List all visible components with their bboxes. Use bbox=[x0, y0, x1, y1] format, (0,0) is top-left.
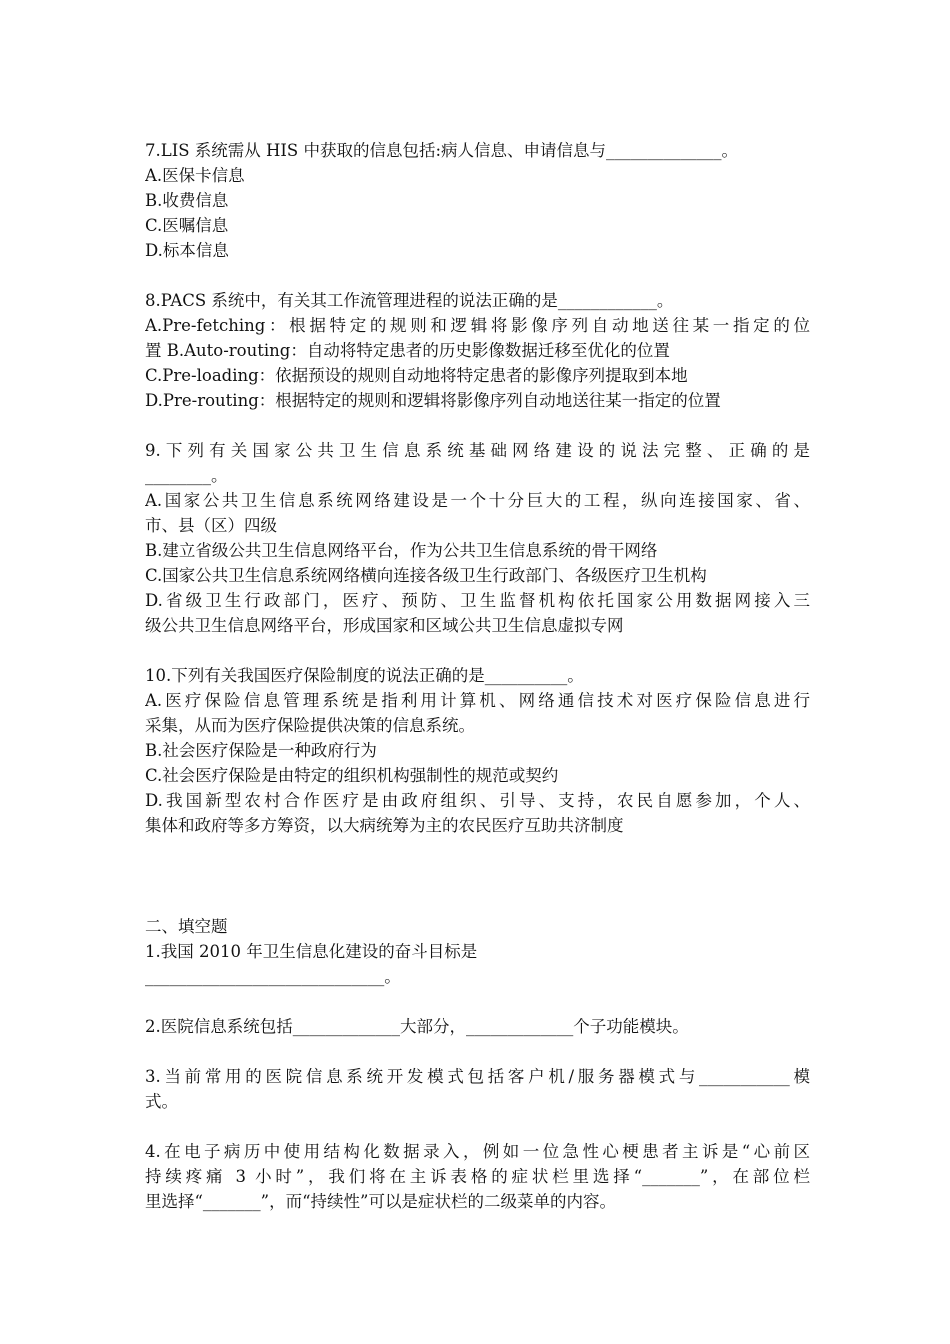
question-10-stem: 10.下列有关我国医疗保险制度的说法正确的是__________。 bbox=[145, 666, 584, 685]
section-title: 二、填空题 bbox=[145, 917, 228, 936]
document-page bbox=[145, 138, 810, 1214]
spacer bbox=[145, 989, 810, 1014]
question-8-option-a: A.Pre-fetching：根据特定的规则和逻辑将影像序列自动地送往某一指定的位 bbox=[145, 316, 810, 335]
question-9-option-d-cont: 级公共卫生信息网络平台，形成国家和区域公共卫生信息虚拟专网 bbox=[145, 616, 624, 635]
spacer bbox=[145, 1114, 810, 1139]
question-9 bbox=[145, 438, 810, 638]
question-10-option-a-cont: 采集，从而为医疗保险提供决策的信息系统。 bbox=[145, 716, 475, 735]
question-10-option-c: C.社会医疗保险是由特定的组织机构强制性的规范或契约 bbox=[145, 766, 559, 785]
question-10 bbox=[145, 663, 810, 838]
question-7-option-c: C.医嘱信息 bbox=[145, 216, 229, 235]
question-9-option-d: D.省级卫生行政部门，医疗、预防、卫生监督机构依托国家公用数据网接入三 bbox=[145, 591, 810, 610]
fill-question-1-stem: 1.我国 2010 年卫生信息化建设的奋斗目标是 bbox=[145, 942, 478, 961]
fill-question-1-blank: _____________________________。 bbox=[145, 967, 401, 986]
question-9-option-a-cont: 市、县（区）四级 bbox=[145, 516, 277, 535]
question-7-option-a: A.医保卡信息 bbox=[145, 166, 245, 185]
question-10-option-b: B.社会医疗保险是一种政府行为 bbox=[145, 741, 377, 760]
question-9-stem: 9.下列有关国家公共卫生信息系统基础网络建设的说法完整、正确的是 bbox=[145, 441, 810, 460]
spacer bbox=[145, 838, 810, 914]
fill-question-3-cont: 式。 bbox=[145, 1092, 178, 1111]
fill-question-4 bbox=[145, 1139, 810, 1214]
fill-question-1 bbox=[145, 939, 810, 989]
fill-question-3 bbox=[145, 1064, 810, 1114]
fill-question-4-line-3: 里选择“_______”，而“持续性”可以是症状栏的二级菜单的内容。 bbox=[145, 1192, 616, 1211]
spacer bbox=[145, 638, 810, 663]
question-9-stem-blank: ________。 bbox=[145, 466, 228, 485]
question-8-option-d: D.Pre-routing：根据特定的规则和逻辑将影像序列自动地送往某一指定的位置 bbox=[145, 391, 721, 410]
spacer bbox=[145, 263, 810, 288]
question-9-option-b: B.建立省级公共卫生信息网络平台，作为公共卫生信息系统的骨干网络 bbox=[145, 541, 658, 560]
fill-question-4-line-2: 持续疼痛 3 小时”，我们将在主诉表格的症状栏里选择“_______”，在部位栏 bbox=[145, 1167, 810, 1186]
question-8-stem: 8.PACS 系统中，有关其工作流管理进程的说法正确的是____________。 bbox=[145, 291, 674, 310]
fill-question-2 bbox=[145, 1014, 810, 1039]
question-7-stem: 7.LIS 系统需从 HIS 中获取的信息包括:病人信息、申请信息与______________。 bbox=[145, 141, 739, 160]
fill-question-3-stem: 3.当前常用的医院信息系统开发模式包括客户机/服务器模式与___________模 bbox=[145, 1067, 810, 1086]
question-7 bbox=[145, 138, 810, 263]
question-10-option-d-cont: 集体和政府等多方筹资，以大病统筹为主的农民医疗互助共济制度 bbox=[145, 816, 624, 835]
question-9-option-a: A.国家公共卫生信息系统网络建设是一个十分巨大的工程，纵向连接国家、省、 bbox=[145, 491, 810, 510]
fill-question-4-stem: 4.在电子病历中使用结构化数据录入，例如一位急性心梗患者主诉是“心前区 bbox=[145, 1142, 810, 1161]
question-10-option-d: D.我国新型农村合作医疗是由政府组织、引导、支持，农民自愿参加，个人、 bbox=[145, 791, 810, 810]
question-9-option-c: C.国家公共卫生信息系统网络横向连接各级卫生行政部门、各级医疗卫生机构 bbox=[145, 566, 707, 585]
question-10-option-a: A.医疗保险信息管理系统是指利用计算机、网络通信技术对医疗保险信息进行 bbox=[145, 691, 810, 710]
fill-question-2-stem: 2.医院信息系统包括_____________大部分，_____________个子功能模块。 bbox=[145, 1017, 689, 1036]
question-8-option-c: C.Pre-loading：依据预设的规则自动地将特定患者的影像序列提取到本地 bbox=[145, 366, 688, 385]
question-7-option-b: B.收费信息 bbox=[145, 191, 229, 210]
spacer bbox=[145, 1039, 810, 1064]
question-7-option-d: D.标本信息 bbox=[145, 241, 229, 260]
question-8-option-b: 置 B.Auto-routing：自动将特定患者的历史影像数据迁移至优化的位置 bbox=[145, 341, 670, 360]
spacer bbox=[145, 413, 810, 438]
question-8 bbox=[145, 288, 810, 413]
